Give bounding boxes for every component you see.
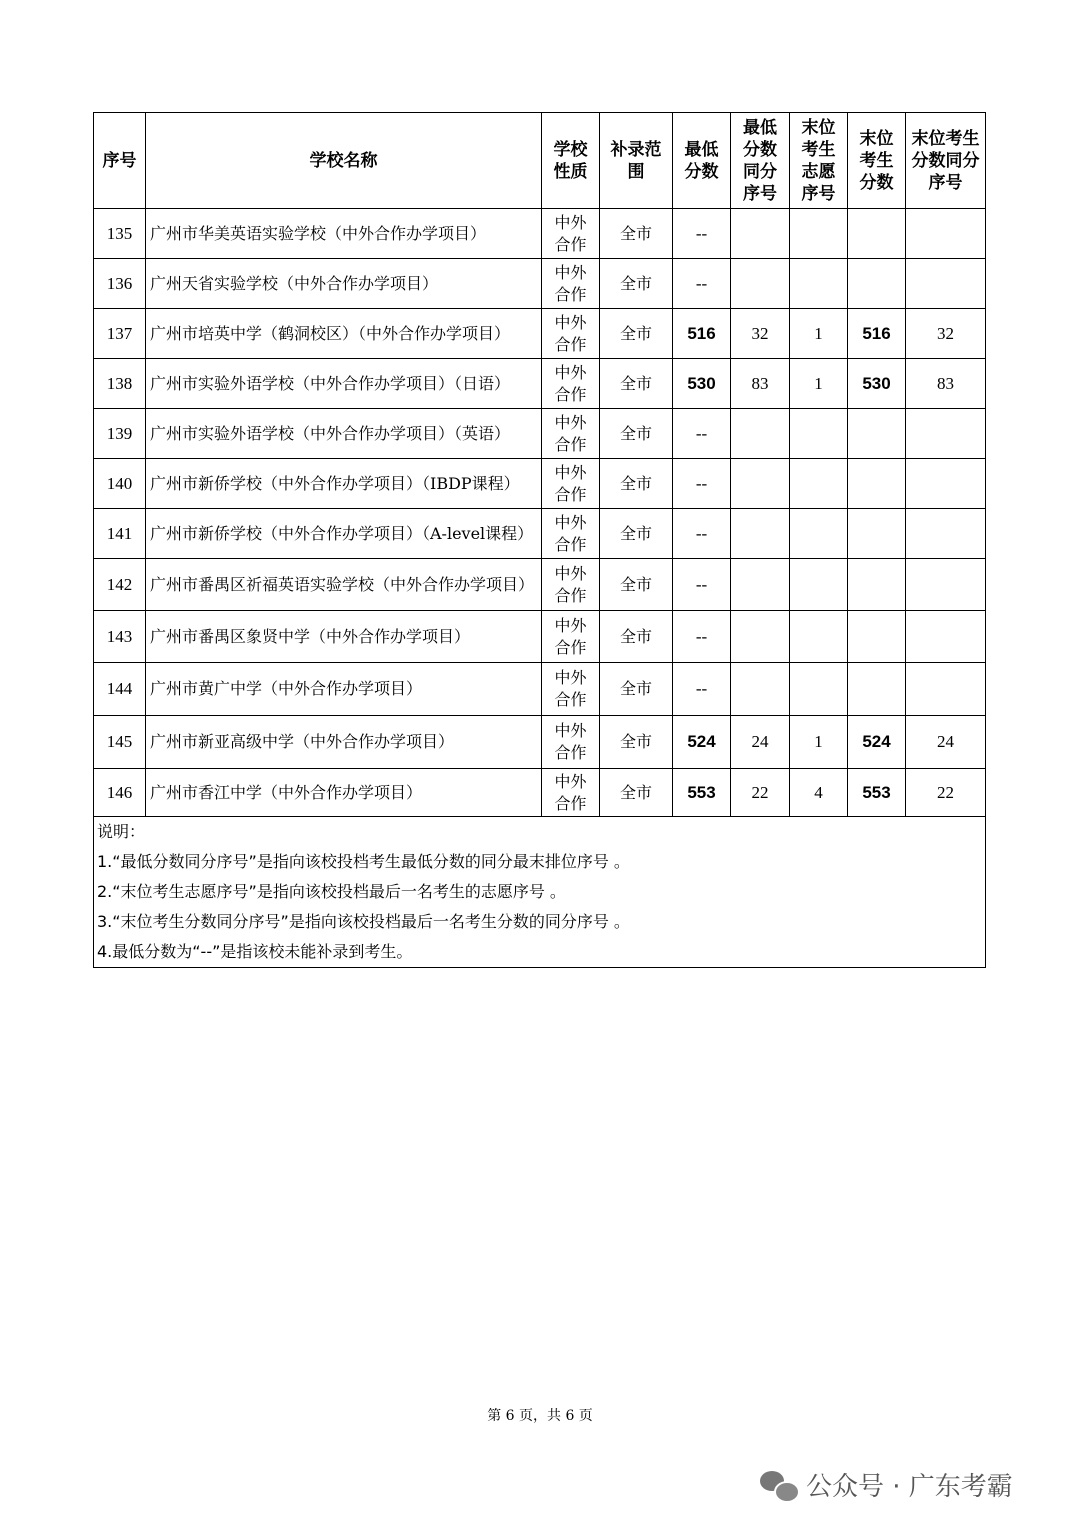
scope-cell: 全市 xyxy=(600,209,673,259)
header-nature xyxy=(542,113,600,209)
min-score-cell: -- xyxy=(673,409,731,459)
admission-table xyxy=(93,112,986,968)
nature-cell: 中外 合作 xyxy=(542,309,600,359)
scope-cell: 全市 xyxy=(600,359,673,409)
last-rank-cell xyxy=(906,663,986,716)
last-rank-cell xyxy=(906,259,986,309)
min-score-cell: 516 xyxy=(673,309,731,359)
school-name-cell: 广州市番禺区象贤中学（中外合作办学项目） xyxy=(146,611,542,663)
last-rank-cell: 83 xyxy=(906,359,986,409)
min-rank-cell xyxy=(731,559,790,611)
watermark xyxy=(760,1466,1013,1503)
school-name-cell: 广州市黄广中学（中外合作办学项目） xyxy=(146,663,542,716)
table-row xyxy=(94,259,986,309)
seq-cell: 141 xyxy=(94,509,146,559)
note-1: 1.“最低分数同分序号”是指向该校投档考生最低分数的同分最末排位序号 。 xyxy=(97,852,630,871)
last-score-cell xyxy=(848,459,906,509)
last-pref-cell: 1 xyxy=(790,309,848,359)
header-min-rank-text: 最低 分数 同分 序号 xyxy=(743,117,777,203)
table-row xyxy=(94,309,986,359)
header-seq: 序号 xyxy=(94,113,146,209)
nature-cell: 中外 合作 xyxy=(542,509,600,559)
table-row xyxy=(94,409,986,459)
min-score-cell: -- xyxy=(673,509,731,559)
min-rank-cell xyxy=(731,611,790,663)
school-name-cell: 广州市实验外语学校（中外合作办学项目）（日语） xyxy=(146,359,542,409)
last-pref-cell xyxy=(790,663,848,716)
scope-cell: 全市 xyxy=(600,769,673,817)
min-rank-cell: 32 xyxy=(731,309,790,359)
scope-cell: 全市 xyxy=(600,309,673,359)
scope-cell: 全市 xyxy=(600,509,673,559)
last-rank-cell xyxy=(906,409,986,459)
last-pref-cell: 1 xyxy=(790,716,848,769)
last-score-cell: 524 xyxy=(848,716,906,769)
min-score-cell: -- xyxy=(673,259,731,309)
table-row xyxy=(94,359,986,409)
school-name-cell: 广州市实验外语学校（中外合作办学项目）（英语） xyxy=(146,409,542,459)
school-name-cell: 广州市香江中学（中外合作办学项目） xyxy=(146,769,542,817)
last-rank-cell: 24 xyxy=(906,716,986,769)
note-4: 4.最低分数为“--”是指该校未能补录到考生。 xyxy=(97,942,413,961)
header-last-pref xyxy=(790,113,848,209)
school-name-cell: 广州市华美英语实验学校（中外合作办学项目） xyxy=(146,209,542,259)
school-name-cell: 广州市新亚高级中学（中外合作办学项目） xyxy=(146,716,542,769)
table-row xyxy=(94,769,986,817)
header-nature-text: 学校 性质 xyxy=(553,139,588,181)
scope-cell: 全市 xyxy=(600,716,673,769)
last-score-cell xyxy=(848,559,906,611)
nature-cell: 中外 合作 xyxy=(542,716,600,769)
school-name-cell: 广州市新侨学校（中外合作办学项目）（IBDP课程） xyxy=(146,459,542,509)
min-score-cell: 530 xyxy=(673,359,731,409)
header-scope-text: 补录范 围 xyxy=(610,139,662,181)
nature-cell: 中外 合作 xyxy=(542,459,600,509)
last-pref-cell xyxy=(790,509,848,559)
seq-cell: 143 xyxy=(94,611,146,663)
last-pref-cell xyxy=(790,259,848,309)
seq-cell: 140 xyxy=(94,459,146,509)
min-score-cell: -- xyxy=(673,611,731,663)
min-rank-cell: 83 xyxy=(731,359,790,409)
table-row xyxy=(94,716,986,769)
min-rank-cell xyxy=(731,459,790,509)
scope-cell: 全市 xyxy=(600,459,673,509)
last-pref-cell xyxy=(790,559,848,611)
seq-cell: 139 xyxy=(94,409,146,459)
header-scope xyxy=(600,113,673,209)
seq-cell: 146 xyxy=(94,769,146,817)
nature-cell: 中外 合作 xyxy=(542,611,600,663)
header-last-pref-text: 末位 考生 志愿 序号 xyxy=(801,117,836,203)
nature-cell: 中外 合作 xyxy=(542,559,600,611)
last-rank-cell: 22 xyxy=(906,769,986,817)
last-score-cell: 530 xyxy=(848,359,906,409)
min-score-cell: -- xyxy=(673,663,731,716)
header-name: 学校名称 xyxy=(146,113,542,209)
seq-cell: 136 xyxy=(94,259,146,309)
header-min-score-text: 最低 分数 xyxy=(684,139,719,181)
scope-cell: 全市 xyxy=(600,663,673,716)
school-name-cell: 广州市培英中学（鹤洞校区）（中外合作办学项目） xyxy=(146,309,542,359)
last-score-cell xyxy=(848,209,906,259)
header-last-rank-text: 末位考生 分数同分 序号 xyxy=(911,128,980,192)
scope-cell: 全市 xyxy=(600,559,673,611)
last-score-cell xyxy=(848,509,906,559)
table-row xyxy=(94,459,986,509)
nature-cell: 中外 合作 xyxy=(542,663,600,716)
header-last-rank xyxy=(906,113,986,209)
seq-cell: 142 xyxy=(94,559,146,611)
header-min-score xyxy=(673,113,731,209)
table-row xyxy=(94,509,986,559)
nature-cell: 中外 合作 xyxy=(542,359,600,409)
header-min-rank xyxy=(731,113,790,209)
nature-cell: 中外 合作 xyxy=(542,259,600,309)
table-row xyxy=(94,663,986,716)
last-score-cell xyxy=(848,611,906,663)
last-score-cell xyxy=(848,663,906,716)
min-rank-cell xyxy=(731,409,790,459)
min-rank-cell: 24 xyxy=(731,716,790,769)
last-pref-cell xyxy=(790,409,848,459)
table-row xyxy=(94,209,986,259)
min-score-cell: -- xyxy=(673,559,731,611)
note-2: 2.“末位考生志愿序号”是指向该校投档最后一名考生的志愿序号 。 xyxy=(97,882,566,901)
min-score-cell: 553 xyxy=(673,769,731,817)
min-score-cell: 524 xyxy=(673,716,731,769)
last-rank-cell xyxy=(906,611,986,663)
note-title: 说明： xyxy=(97,822,146,841)
seq-cell: 137 xyxy=(94,309,146,359)
last-rank-cell xyxy=(906,509,986,559)
table-row xyxy=(94,559,986,611)
last-rank-cell xyxy=(906,559,986,611)
header-row xyxy=(94,113,986,209)
min-rank-cell: 22 xyxy=(731,769,790,817)
seq-cell: 138 xyxy=(94,359,146,409)
min-score-cell: -- xyxy=(673,459,731,509)
last-rank-cell: 32 xyxy=(906,309,986,359)
last-score-cell xyxy=(848,259,906,309)
watermark-text: 公众号 · 广东考霸 xyxy=(806,1472,1013,1502)
last-rank-cell xyxy=(906,209,986,259)
last-pref-cell xyxy=(790,611,848,663)
notes-row xyxy=(94,817,986,968)
min-rank-cell xyxy=(731,209,790,259)
seq-cell: 135 xyxy=(94,209,146,259)
page-footer: 第 6 页，共 6 页 xyxy=(487,1408,593,1424)
note-3: 3.“末位考生分数同分序号”是指向该校投档最后一名考生分数的同分序号 。 xyxy=(97,912,630,931)
min-rank-cell xyxy=(731,663,790,716)
header-last-score xyxy=(848,113,906,209)
last-score-cell: 553 xyxy=(848,769,906,817)
last-score-cell: 516 xyxy=(848,309,906,359)
school-name-cell: 广州天省实验学校（中外合作办学项目） xyxy=(146,259,542,309)
min-score-cell: -- xyxy=(673,209,731,259)
last-pref-cell: 1 xyxy=(790,359,848,409)
scope-cell: 全市 xyxy=(600,611,673,663)
nature-cell: 中外 合作 xyxy=(542,769,600,817)
nature-cell: 中外 合作 xyxy=(542,209,600,259)
seq-cell: 144 xyxy=(94,663,146,716)
school-name-cell: 广州市番禺区祈福英语实验学校（中外合作办学项目） xyxy=(146,559,542,611)
notes-cell xyxy=(94,817,986,968)
school-name-cell: 广州市新侨学校（中外合作办学项目）（A-level课程） xyxy=(146,509,542,559)
min-rank-cell xyxy=(731,259,790,309)
last-score-cell xyxy=(848,409,906,459)
last-pref-cell xyxy=(790,209,848,259)
header-last-score-text: 末位 考生 分数 xyxy=(859,128,894,192)
scope-cell: 全市 xyxy=(600,259,673,309)
nature-cell: 中外 合作 xyxy=(542,409,600,459)
wechat-icon xyxy=(760,1469,798,1501)
last-pref-cell: 4 xyxy=(790,769,848,817)
scope-cell: 全市 xyxy=(600,409,673,459)
min-rank-cell xyxy=(731,509,790,559)
table-row xyxy=(94,611,986,663)
seq-cell: 145 xyxy=(94,716,146,769)
last-pref-cell xyxy=(790,459,848,509)
last-rank-cell xyxy=(906,459,986,509)
